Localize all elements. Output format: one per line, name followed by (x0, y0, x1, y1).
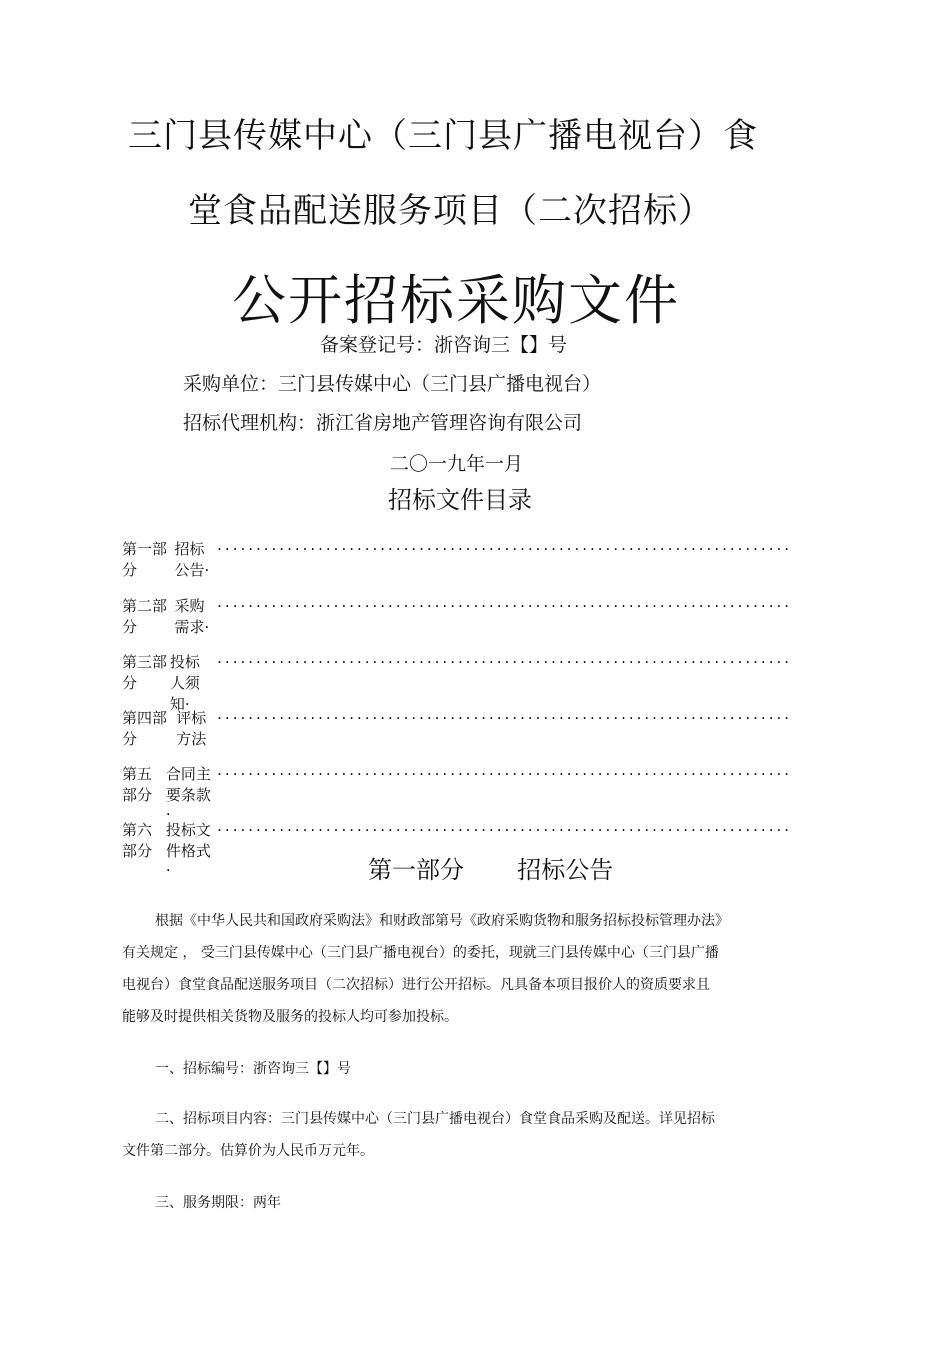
toc-title: 招标文件目录 (388, 486, 532, 514)
toc-part: 第一部分 (122, 540, 168, 579)
toc-name: 合同主要条款· (165, 765, 211, 823)
toc-part: 第三部分 (122, 653, 168, 692)
section-name: 招标公告 (517, 856, 614, 884)
main-title: 公开招标采购文件 (232, 269, 680, 332)
toc-leader: ·········································································· (217, 765, 792, 783)
toc-item[interactable] (122, 595, 792, 637)
toc-item[interactable] (122, 538, 792, 580)
item-project-content: 二、招标项目内容：三门县传媒中心（三门县广播电视台）食堂食品采购及配送。详见招标 (155, 1111, 715, 1127)
title-line-1: 三门县传媒中心（三门县广播电视台）食 (128, 116, 758, 156)
toc-name: 投标文件格式· (165, 821, 211, 879)
purchaser: 采购单位：三门县传媒中心（三门县广播电视台） (183, 373, 602, 395)
toc-leader: ·········································································· (217, 709, 792, 727)
section-part: 第一部分 (368, 856, 464, 884)
filing-number: 备案登记号：浙咨询三【】号 (320, 334, 568, 356)
toc-item[interactable] (122, 651, 792, 714)
item-project-content-cont: 文件第二部分。估算价为人民币万元年。 (122, 1143, 374, 1159)
toc-part: 第五部分 (122, 765, 153, 804)
intro-line: 能够及时提供相关货物及服务的投标人均可参加投标。 (122, 1009, 458, 1025)
toc-part: 第二部分 (122, 597, 168, 636)
toc-leader: ·········································································· (217, 597, 792, 615)
toc-name: 采购需求· (174, 597, 210, 636)
toc-part: 第四部分 (122, 709, 168, 748)
intro-line: 有关规定 ， 受三门县传媒中心（三门县广播电视台）的委托，现就三门县传媒中心（三门县广播 (122, 945, 719, 961)
item-tender-no: 一、招标编号：浙咨询三【】号 (155, 1061, 351, 1077)
intro-line: 根据《中华人民共和国政府采购法》和财政部第号《政府采购货物和服务招标投标管理办法》 (155, 913, 729, 929)
intro-line: 电视台）食堂食品配送服务项目（二次招标）进行公开招标。凡具备本项目报价人的资质要求且 (122, 977, 710, 993)
toc-item[interactable] (122, 707, 792, 749)
toc-name: 投标人须知· (169, 653, 200, 713)
date: 二〇一九年一月 (390, 453, 524, 475)
title-line-2: 堂食品配送服务项目（二次招标） (188, 191, 713, 231)
toc-leader: ·········································································· (217, 540, 792, 558)
toc-part: 第六部分 (122, 821, 153, 860)
toc-leader: ·········································································· (217, 821, 792, 839)
toc-item[interactable] (122, 763, 792, 823)
toc-leader: ·········································································· (217, 653, 792, 671)
item-service-period: 三、服务期限：两年 (155, 1195, 281, 1211)
toc-name: 评标方法 (176, 709, 207, 748)
section-heading (368, 850, 613, 885)
agency: 招标代理机构：浙江省房地产管理咨询有限公司 (183, 412, 583, 434)
toc-name: 招标公告· (174, 540, 210, 579)
